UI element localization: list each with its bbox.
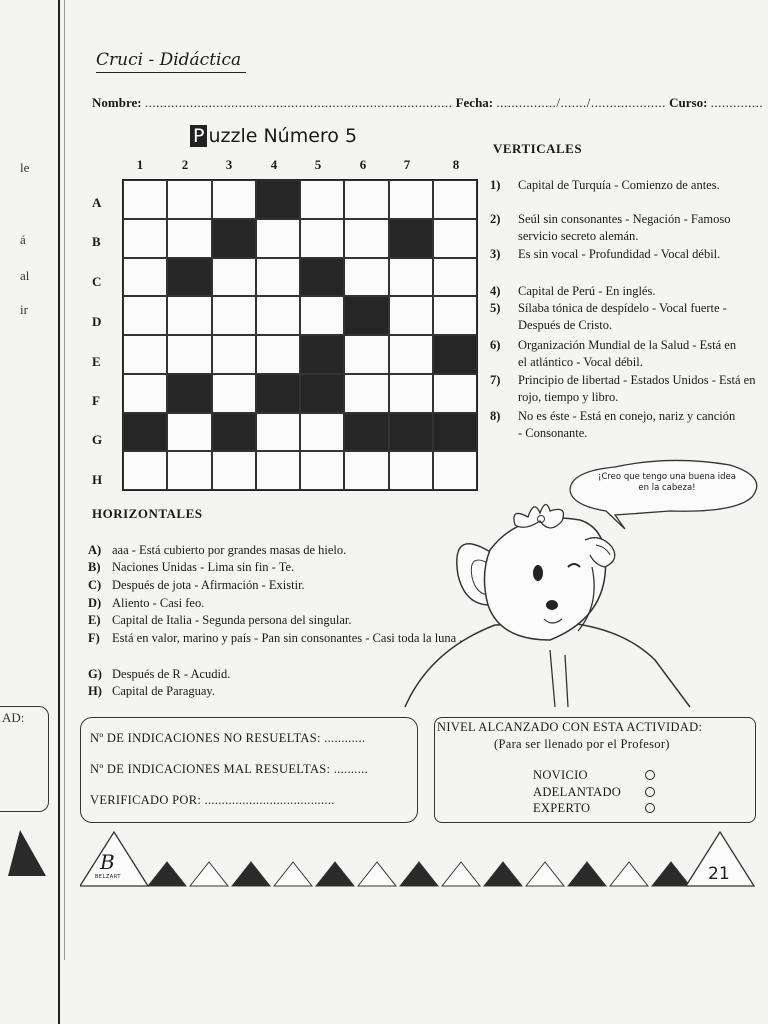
curso-field[interactable]: .............. bbox=[710, 95, 764, 110]
grid-cell-black bbox=[389, 219, 433, 258]
clue-number: 8) bbox=[490, 409, 501, 423]
grid-cell[interactable] bbox=[300, 296, 344, 335]
column-number: 4 bbox=[270, 157, 278, 172]
grid-cell[interactable] bbox=[344, 451, 388, 490]
clue-text: aaa - Está cubierto por grandes masas de hielo. bbox=[112, 543, 347, 557]
grid-cell[interactable] bbox=[389, 374, 433, 413]
grid-cell[interactable] bbox=[167, 180, 211, 219]
clue-text: Capital de Turquía - Comienzo de antes. bbox=[518, 178, 720, 192]
clue-number: 4) bbox=[490, 284, 501, 298]
grid-cell[interactable] bbox=[256, 219, 300, 258]
grid-cell[interactable] bbox=[167, 451, 211, 490]
grid-cell[interactable] bbox=[300, 451, 344, 490]
publisher-logo: B bbox=[100, 850, 115, 874]
clue-number: A) bbox=[88, 543, 102, 557]
clue-number: E) bbox=[88, 613, 101, 627]
grid-cell-black bbox=[300, 335, 344, 374]
grid-cell[interactable] bbox=[212, 451, 256, 490]
grid-cell[interactable] bbox=[212, 296, 256, 335]
speech-bubble-text bbox=[582, 472, 752, 494]
grid-cell[interactable] bbox=[433, 258, 477, 297]
verticales-title: VERTICALES bbox=[493, 141, 583, 156]
margin-fragment: AD: bbox=[2, 710, 25, 725]
grid-cell-black bbox=[212, 413, 256, 452]
clue-text: Capital de Italia - Segunda persona del singular. bbox=[112, 613, 352, 627]
grid-cell[interactable] bbox=[123, 296, 167, 335]
grid-cell-black bbox=[256, 374, 300, 413]
vertical-clue bbox=[490, 408, 740, 442]
title-underline bbox=[96, 72, 246, 73]
margin-fragment: al bbox=[20, 268, 30, 283]
column-number: 6 bbox=[359, 157, 367, 172]
grid-cell[interactable] bbox=[344, 335, 388, 374]
fecha-field[interactable]: ................/......./.................... bbox=[496, 95, 666, 110]
grid-cell-black bbox=[300, 374, 344, 413]
clue-text: Seúl sin consonantes - Negación - Famoso servicio secreto alemán. bbox=[518, 212, 731, 243]
grid-cell[interactable] bbox=[389, 258, 433, 297]
horizontales-title: HORIZONTALES bbox=[92, 506, 203, 521]
column-number: 5 bbox=[314, 157, 322, 172]
grid-cell[interactable] bbox=[167, 296, 211, 335]
bubble-line: en la cabeza! bbox=[638, 483, 696, 493]
grid-cell[interactable] bbox=[256, 296, 300, 335]
column-number: 1 bbox=[136, 157, 144, 172]
binding-shadow bbox=[64, 0, 65, 960]
row-letter: C bbox=[92, 274, 102, 289]
grid-cell[interactable] bbox=[123, 180, 167, 219]
grid-cell[interactable] bbox=[212, 374, 256, 413]
grid-cell[interactable] bbox=[344, 219, 388, 258]
grid-cell-black bbox=[344, 413, 388, 452]
grid-cell[interactable] bbox=[344, 374, 388, 413]
adelantado-radio[interactable] bbox=[645, 787, 655, 797]
grid-cell[interactable] bbox=[123, 374, 167, 413]
row-letter: A bbox=[92, 195, 102, 210]
clue-text: Organización Mundial de la Salud - Está en el atlántico - Vocal débil. bbox=[518, 338, 737, 369]
row-letter: G bbox=[92, 432, 103, 447]
vertical-clue bbox=[490, 211, 738, 245]
margin-fragment: á bbox=[20, 232, 26, 247]
grid-cell[interactable] bbox=[123, 335, 167, 374]
nombre-field[interactable]: .................................................................................. bbox=[144, 95, 453, 110]
grid-cell-black bbox=[212, 219, 256, 258]
clue-text: No es éste - Está en conejo, nariz y canción - Consonante. bbox=[518, 409, 736, 440]
clue-text: Principio de libertad - Estados Unidos - Está en rojo, tiempo y libro. bbox=[518, 373, 756, 404]
clue-text: Después de R - Acudid. bbox=[112, 667, 231, 681]
fecha-label: Fecha: bbox=[455, 95, 494, 110]
clue-text: Capital de Paraguay. bbox=[112, 684, 215, 698]
clue-number: G) bbox=[88, 667, 102, 681]
clue-number: 7) bbox=[490, 373, 501, 387]
nivel-option-novicio: NOVICIO bbox=[533, 768, 588, 782]
grid-cell-black bbox=[300, 258, 344, 297]
grid-cell[interactable] bbox=[212, 180, 256, 219]
row-letter: H bbox=[92, 472, 103, 487]
grid-cell-black bbox=[123, 413, 167, 452]
no-resueltas-field[interactable]: Nº DE INDICACIONES NO RESUELTAS: ............ bbox=[90, 731, 366, 745]
clue-number: 2) bbox=[490, 212, 501, 226]
puzzle-title-initial: P bbox=[190, 125, 207, 147]
vertical-clue bbox=[490, 300, 738, 334]
grid-cell-black bbox=[167, 258, 211, 297]
grid-cell[interactable] bbox=[433, 219, 477, 258]
page-number: 21 bbox=[708, 864, 730, 884]
verificado-field[interactable]: VERIFICADO POR: ...................................... bbox=[90, 793, 335, 807]
grid-cell[interactable] bbox=[300, 413, 344, 452]
experto-radio[interactable] bbox=[645, 803, 655, 813]
grid-cell[interactable] bbox=[433, 374, 477, 413]
grid-cell[interactable] bbox=[167, 335, 211, 374]
grid-cell[interactable] bbox=[256, 451, 300, 490]
grid-cell[interactable] bbox=[433, 180, 477, 219]
curso-label: Curso: bbox=[669, 95, 708, 110]
grid-cell[interactable] bbox=[123, 451, 167, 490]
grid-cell[interactable] bbox=[344, 258, 388, 297]
column-number: 2 bbox=[181, 157, 189, 172]
row-letter: B bbox=[92, 234, 101, 249]
column-number: 7 bbox=[403, 157, 411, 172]
novicio-radio[interactable] bbox=[645, 770, 655, 780]
vertical-clue bbox=[490, 372, 765, 406]
grid-cell-black bbox=[433, 335, 477, 374]
publisher-name: BELZART bbox=[95, 874, 121, 880]
crossword-grid bbox=[122, 179, 478, 491]
grid-cell[interactable] bbox=[123, 258, 167, 297]
clue-number: H) bbox=[88, 684, 102, 698]
nivel-title: NIVEL ALCANZADO CON ESTA ACTIVIDAD: bbox=[437, 720, 703, 734]
grid-cell[interactable] bbox=[123, 219, 167, 258]
nombre-label: Nombre: bbox=[92, 95, 142, 110]
margin-triangle bbox=[8, 828, 48, 878]
nivel-option-adelantado: ADELANTADO bbox=[533, 785, 622, 799]
grid-cell-black bbox=[389, 413, 433, 452]
grid-cell[interactable] bbox=[389, 180, 433, 219]
puzzle-title bbox=[190, 125, 357, 147]
vertical-clue bbox=[490, 337, 738, 371]
grid-cell-black bbox=[167, 374, 211, 413]
nivel-subtitle: (Para ser llenado por el Profesor) bbox=[494, 737, 670, 751]
clue-text: Capital de Perú - En inglés. bbox=[518, 284, 656, 298]
clue-number: B) bbox=[88, 560, 101, 574]
margin-fragment: le bbox=[20, 160, 30, 175]
student-fields-row bbox=[92, 95, 763, 111]
grid-cell[interactable] bbox=[212, 258, 256, 297]
row-letter: D bbox=[92, 314, 102, 329]
clue-number: 6) bbox=[490, 338, 501, 352]
grid-cell[interactable] bbox=[344, 180, 388, 219]
column-number: 3 bbox=[225, 157, 233, 172]
vertical-clue bbox=[490, 283, 738, 300]
grid-cell-black bbox=[256, 180, 300, 219]
vertical-clue bbox=[490, 177, 738, 194]
grid-cell[interactable] bbox=[167, 219, 211, 258]
grid-cell[interactable] bbox=[389, 296, 433, 335]
clue-text: Está en valor, marino y país - Pan sin consonantes - Casi toda la luna . bbox=[112, 631, 463, 645]
footer-triangle-border bbox=[80, 830, 760, 890]
grid-cell[interactable] bbox=[433, 296, 477, 335]
clue-text: Naciones Unidas - Lima sin fin - Te. bbox=[112, 560, 295, 574]
clue-number: 1) bbox=[490, 178, 501, 192]
row-letter: E bbox=[92, 354, 101, 369]
clue-text: Es sin vocal - Profundidad - Vocal débil. bbox=[518, 247, 721, 261]
grid-cell[interactable] bbox=[300, 180, 344, 219]
grid-cell[interactable] bbox=[212, 335, 256, 374]
grid-cell[interactable] bbox=[389, 335, 433, 374]
column-number: 8 bbox=[452, 157, 460, 172]
clue-number: F) bbox=[88, 631, 100, 645]
margin-fragment: ir bbox=[20, 302, 28, 317]
vertical-clue bbox=[490, 246, 738, 263]
clue-number: 5) bbox=[490, 301, 501, 315]
grid-cell[interactable] bbox=[256, 413, 300, 452]
bubble-line: ¡Creo que tengo una buena idea bbox=[598, 472, 736, 482]
clue-text: Aliento - Casi feo. bbox=[112, 596, 205, 610]
grid-cell[interactable] bbox=[300, 219, 344, 258]
mal-resueltas-field[interactable]: Nº DE INDICACIONES MAL RESUELTAS: .......... bbox=[90, 762, 369, 776]
grid-cell[interactable] bbox=[167, 413, 211, 452]
grid-cell[interactable] bbox=[256, 335, 300, 374]
nivel-option-experto: EXPERTO bbox=[533, 801, 591, 815]
clue-text: Sílaba tónica de despídelo - Vocal fuerte - Después de Cristo. bbox=[518, 301, 727, 332]
clue-text: Después de jota - Afirmación - Existir. bbox=[112, 578, 305, 592]
clue-number: C) bbox=[88, 578, 102, 592]
grid-cell-black bbox=[433, 413, 477, 452]
binding-line bbox=[58, 0, 60, 1024]
clue-number: 3) bbox=[490, 247, 501, 261]
worksheet-title: Cruci - Didáctica bbox=[96, 50, 242, 70]
clue-number: D) bbox=[88, 596, 102, 610]
row-letter: F bbox=[92, 393, 100, 408]
grid-cell[interactable] bbox=[256, 258, 300, 297]
grid-cell-black bbox=[344, 296, 388, 335]
puzzle-title-rest: uzzle Número 5 bbox=[208, 125, 358, 147]
